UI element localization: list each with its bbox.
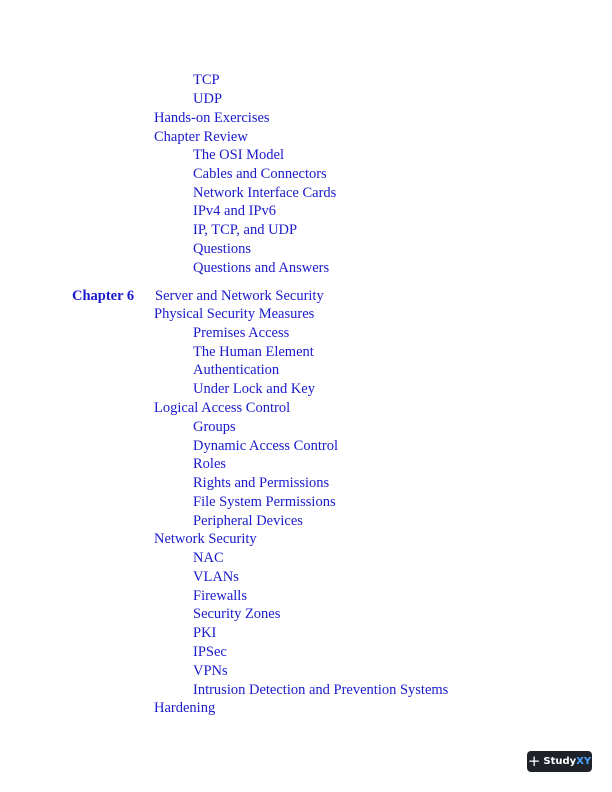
toc-entry[interactable]: PKI	[193, 625, 217, 641]
toc-entry[interactable]: Under Lock and Key	[193, 381, 315, 397]
toc-entry[interactable]: The Human Element	[193, 344, 314, 360]
toc-entry[interactable]: Questions	[193, 241, 251, 257]
toc-entry[interactable]: Hardening	[154, 700, 216, 716]
toc-entry[interactable]: Chapter Review	[154, 129, 248, 145]
toc-entry[interactable]: Logical Access Control	[154, 400, 291, 416]
toc-entry[interactable]: Network Security	[154, 531, 257, 547]
toc-entry[interactable]: The OSI Model	[193, 147, 285, 163]
toc-entry[interactable]: IPv4 and IPv6	[193, 203, 276, 219]
plus-icon: +	[527, 752, 541, 770]
toc-entry[interactable]: TCP	[193, 72, 220, 88]
studyxy-badge[interactable]	[527, 751, 592, 772]
toc-entry[interactable]: Premises Access	[193, 325, 290, 341]
toc-entry[interactable]: UDP	[193, 91, 223, 107]
toc-entry[interactable]: Network Interface Cards	[193, 185, 337, 201]
badge-brand-prefix: Study	[543, 756, 577, 767]
toc-entry[interactable]: Roles	[193, 456, 227, 472]
toc-entry[interactable]: Authentication	[193, 362, 280, 378]
toc-entry[interactable]: Security Zones	[193, 606, 281, 622]
toc-entry[interactable]: File System Permissions	[193, 494, 336, 510]
toc-entry[interactable]: Hands-on Exercises	[154, 110, 270, 126]
toc-entry[interactable]: Rights and Permissions	[193, 475, 330, 491]
toc-entry[interactable]: IP, TCP, and UDP	[193, 222, 298, 238]
chapter-title[interactable]: Server and Network Security	[155, 288, 324, 304]
toc-entry[interactable]: Dynamic Access Control	[193, 438, 338, 454]
toc-entry[interactable]: VLANs	[193, 569, 239, 585]
toc-entry[interactable]: Intrusion Detection and Prevention Systems	[193, 682, 449, 698]
toc-entry[interactable]: NAC	[193, 550, 224, 566]
toc-entry[interactable]: Groups	[193, 419, 236, 435]
toc-entry[interactable]: Firewalls	[193, 588, 247, 604]
chapter-label[interactable]: Chapter 6	[72, 288, 135, 304]
toc-entry[interactable]: IPSec	[193, 644, 227, 660]
toc-entry[interactable]: Physical Security Measures	[154, 306, 315, 322]
toc-entry[interactable]: Peripheral Devices	[193, 513, 303, 529]
toc-entry[interactable]: VPNs	[193, 663, 228, 679]
toc-entry[interactable]: Cables and Connectors	[193, 166, 327, 182]
toc-entry[interactable]: Questions and Answers	[193, 260, 330, 276]
badge-brand-suffix: XY	[576, 756, 592, 767]
